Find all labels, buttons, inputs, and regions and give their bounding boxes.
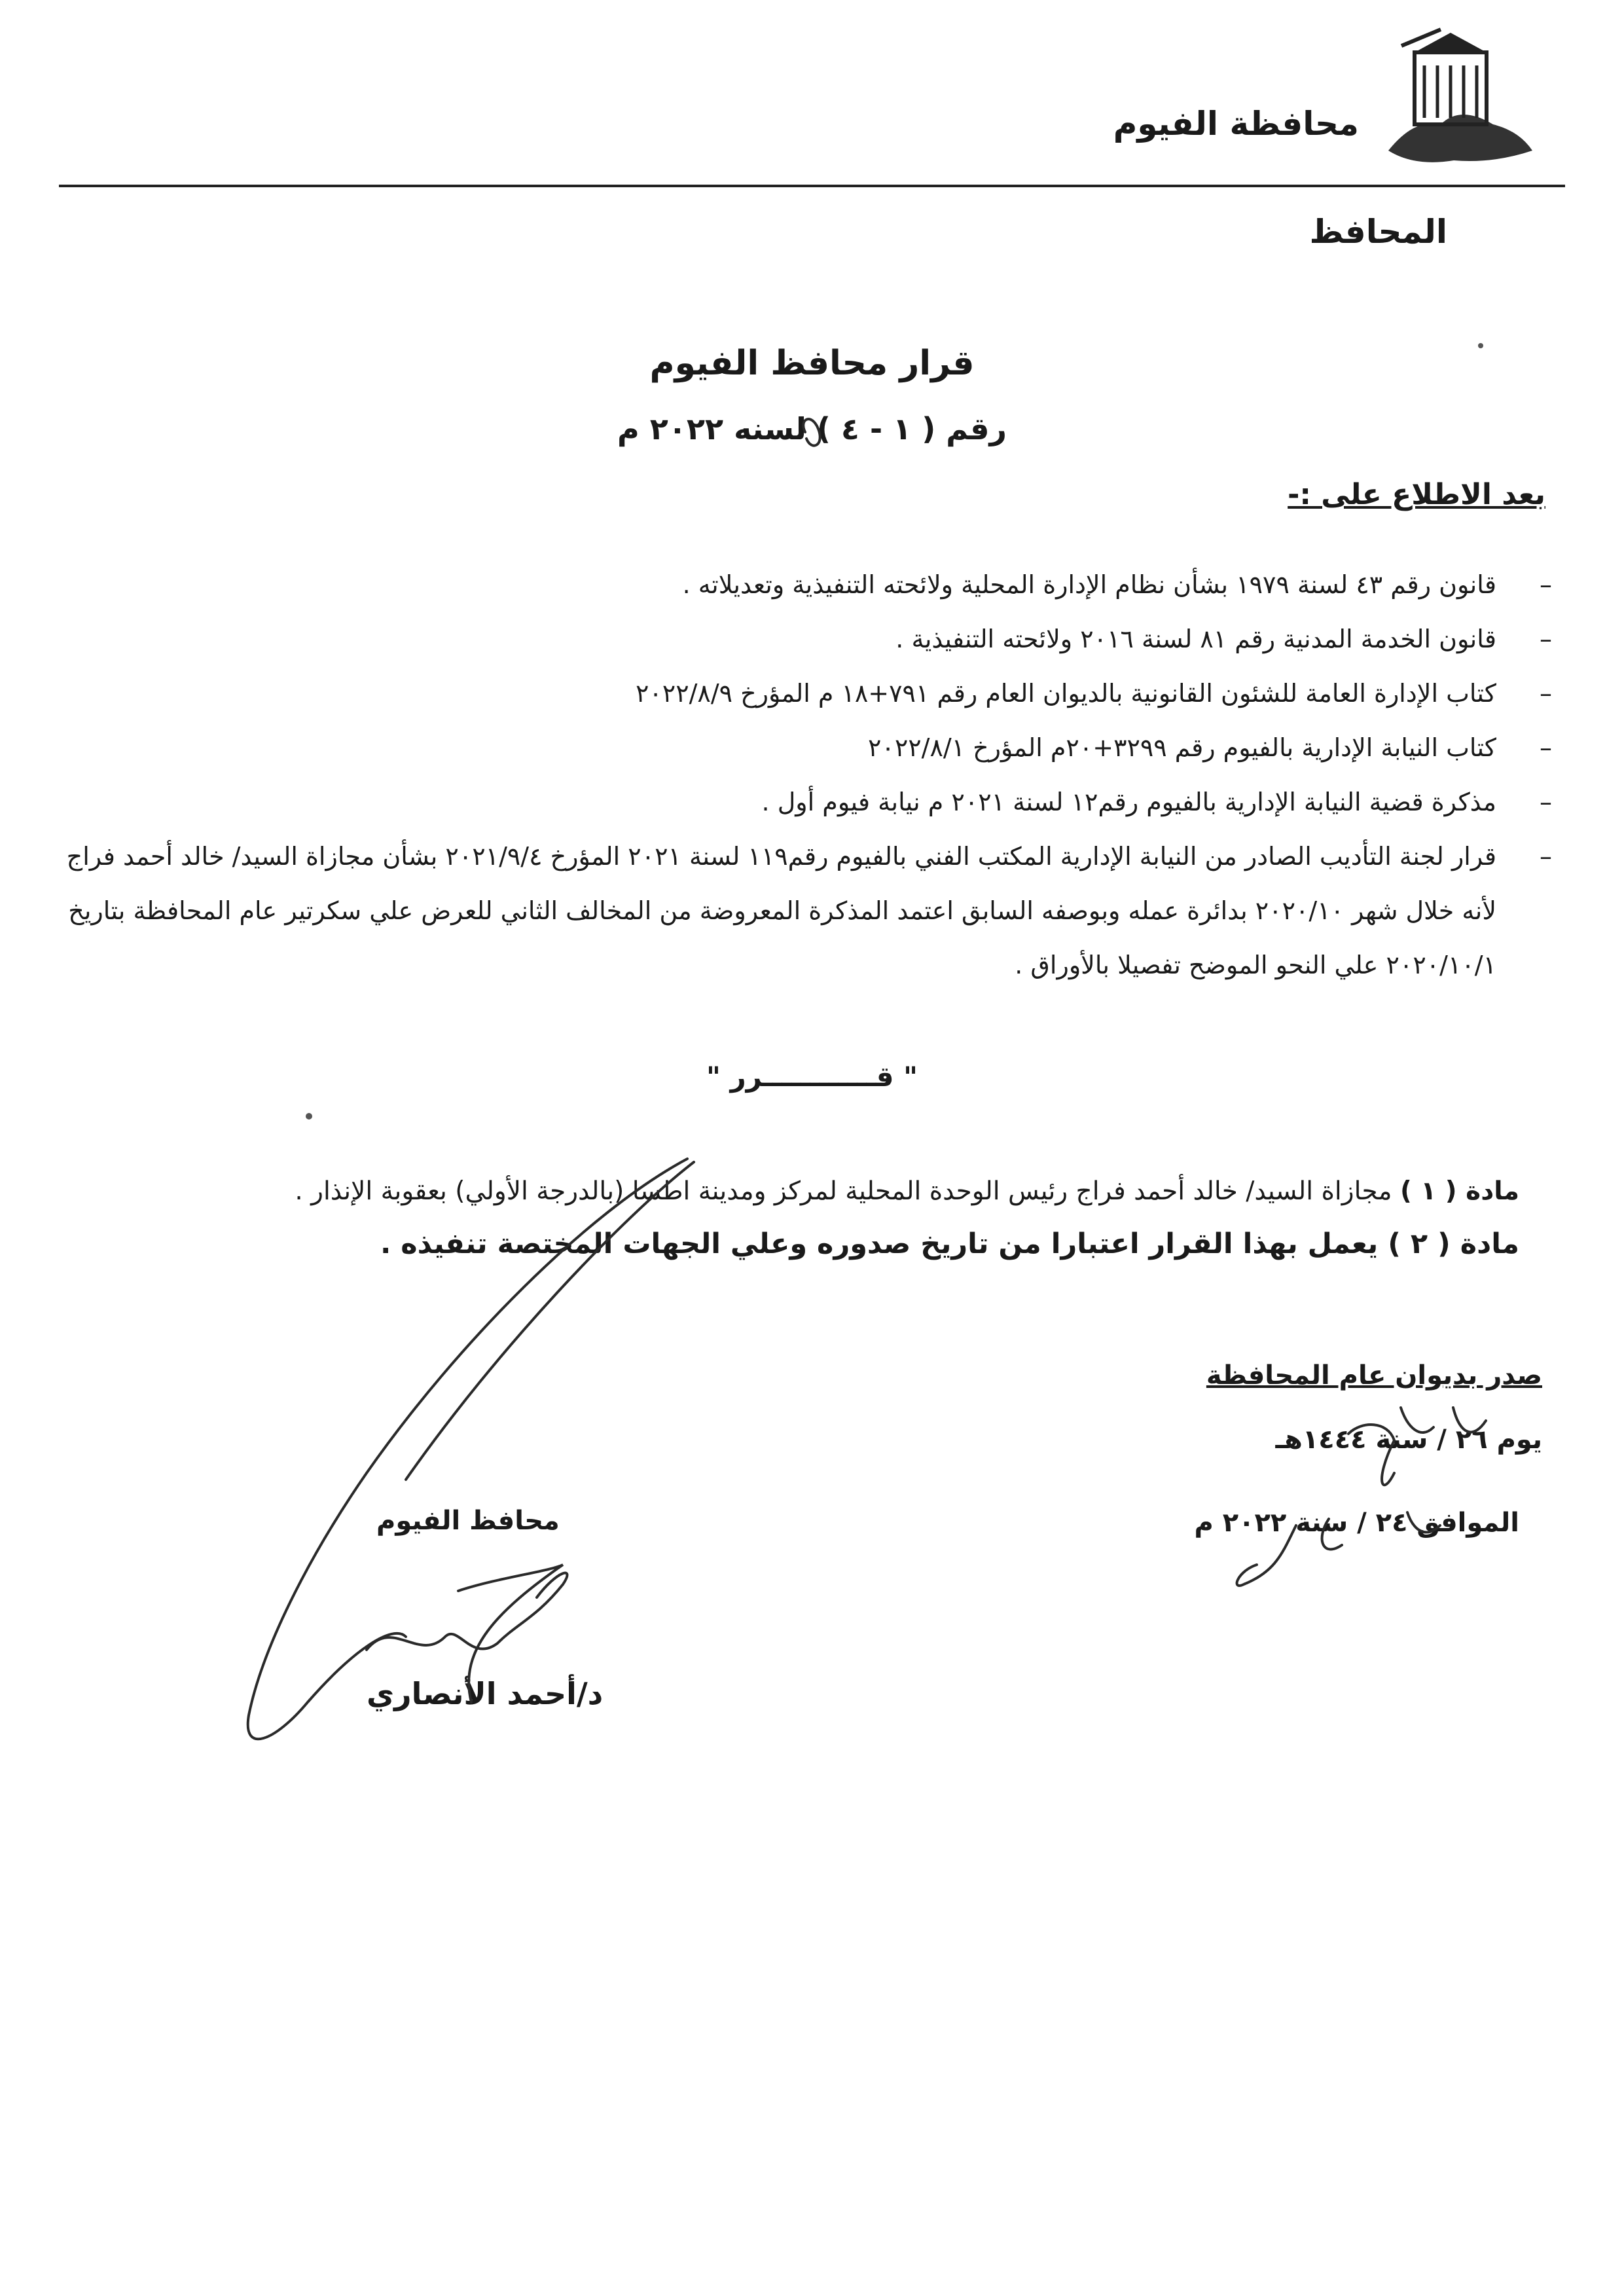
reference-text: قانون رقم ٤٣ لسنة ١٩٧٩ بشأن نظام الإدارة المحلية ولائحته التنفيذية وتعديلاته . [682, 570, 1496, 599]
governor-title: محافظ الفيوم [376, 1506, 560, 1536]
decided-heading: " قــــــــــــرر " [706, 1061, 918, 1093]
governorate-emblem [1362, 26, 1539, 177]
reference-text: قرار لجنة التأديب الصادر من النيابة الإدارية المكتب الفني بالفيوم رقم١١٩ لسنة ٢٠٢١ المؤرخ ٢٠٢١/٩/٤ بشأن مجازاة السيد/ خالد أحمد فراج لأنه خلال شهر ٢٠٢٠/١٠ بدائرة عمله وبوصفه السابق اعتمد المذكرة المعروضة من المخالف الثاني للعرض علي سكرتير عام المحافظة بتاريخ ٢٠٢٠/١٠/١ علي النحو الموضح تفصيلا بالأوراق . [66, 842, 1496, 979]
hijri-date: يوم ٢٦ / سنة ١٤٤٤هـ [1275, 1425, 1542, 1455]
list-item: – قانون رقم ٤٣ لسنة ١٩٧٩ بشأن نظام الإدارة المحلية ولائحته التنفيذية وتعديلاته . [682, 570, 1552, 599]
article-label: مادة ( ٢ ) [1388, 1228, 1519, 1260]
preamble-heading: بعد الاطلاع على :- [1288, 478, 1545, 511]
header-divider [59, 185, 1565, 187]
article-text: مجازاة السيد/ خالد أحمد فراج رئيس الوحدة المحلية لمركز ومدينة اطسا (بالدرجة الأولي) بعقوبة الإنذار . [295, 1176, 1392, 1206]
decree-title: قرار محافظ الفيوم [649, 344, 975, 383]
governorate-name: محافظة الفيوم [1113, 105, 1359, 143]
references-list [65, 558, 1559, 993]
article-text: يعمل بهذا القرار اعتبارا من تاريخ صدوره وعلي الجهات المختصة تنفيذه . [380, 1228, 1379, 1260]
list-item: – قرار لجنة التأديب الصادر من النيابة الإدارية المكتب الفني بالفيوم رقم١١٩ لسنة ٢٠٢١ المؤرخ ٢٠٢١/٩/٤ بشأن مجازاة السيد/ خالد أحمد فراج لأنه خلال شهر ٢٠٢٠/١٠ بدائرة عمله وبوصفه السابق اعتمد المذكرة المعروضة من المخالف الثاني للعرض علي سكرتير عام المحافظة بتاريخ ٢٠٢٠/١٠/١ علي النحو الموضح تفصيلا بالأوراق . [66, 842, 1552, 979]
list-item: – كتاب الإدارة العامة للشئون القانونية بالديوان العام رقم ٧٩١+١٨ م المؤرخ ٢٠٢٢/٨/٩ [635, 679, 1552, 708]
governor-name: د/أحمد الأنصاري [367, 1676, 604, 1711]
issued-at: صدر بديوان عام المحافظة [1206, 1360, 1542, 1391]
office-title: المحافظ [1309, 213, 1447, 251]
list-item: – كتاب النيابة الإدارية بالفيوم رقم ٣٢٩٩+٢٠م المؤرخ ٢٠٢٢/٨/١ [868, 733, 1552, 762]
articles [118, 1165, 1519, 1270]
list-item: – مذكرة قضية النيابة الإدارية بالفيوم رقم١٢ لسنة ٢٠٢١ م نيابة فيوم أول . [761, 788, 1552, 816]
reference-text: كتاب النيابة الإدارية بالفيوم رقم ٣٢٩٩+٢٠م المؤرخ ٢٠٢٢/٨/١ [868, 733, 1496, 762]
reference-text: قانون الخدمة المدنية رقم ٨١ لسنة ٢٠١٦ ولائحته التنفيذية . [895, 625, 1496, 653]
decree-number: رقم ( ١ - ٤ ) لسنه ٢٠٢٢ م [617, 411, 1007, 446]
reference-text: كتاب الإدارة العامة للشئون القانونية بالديوان العام رقم ٧٩١+١٨ م المؤرخ ٢٠٢٢/٨/٩ [635, 679, 1496, 708]
list-item: – قانون الخدمة المدنية رقم ٨١ لسنة ٢٠١٦ ولائحته التنفيذية . [895, 625, 1552, 653]
reference-text: مذكرة قضية النيابة الإدارية بالفيوم رقم١٢ لسنة ٢٠٢١ م نيابة فيوم أول . [761, 788, 1496, 816]
gregorian-date: الموافق ٢٤ / سنة ٢٠٢٢ م [1194, 1508, 1519, 1538]
article-label: مادة ( ١ ) [1399, 1176, 1519, 1206]
article-2 [118, 1218, 1519, 1270]
article-1 [118, 1165, 1519, 1218]
